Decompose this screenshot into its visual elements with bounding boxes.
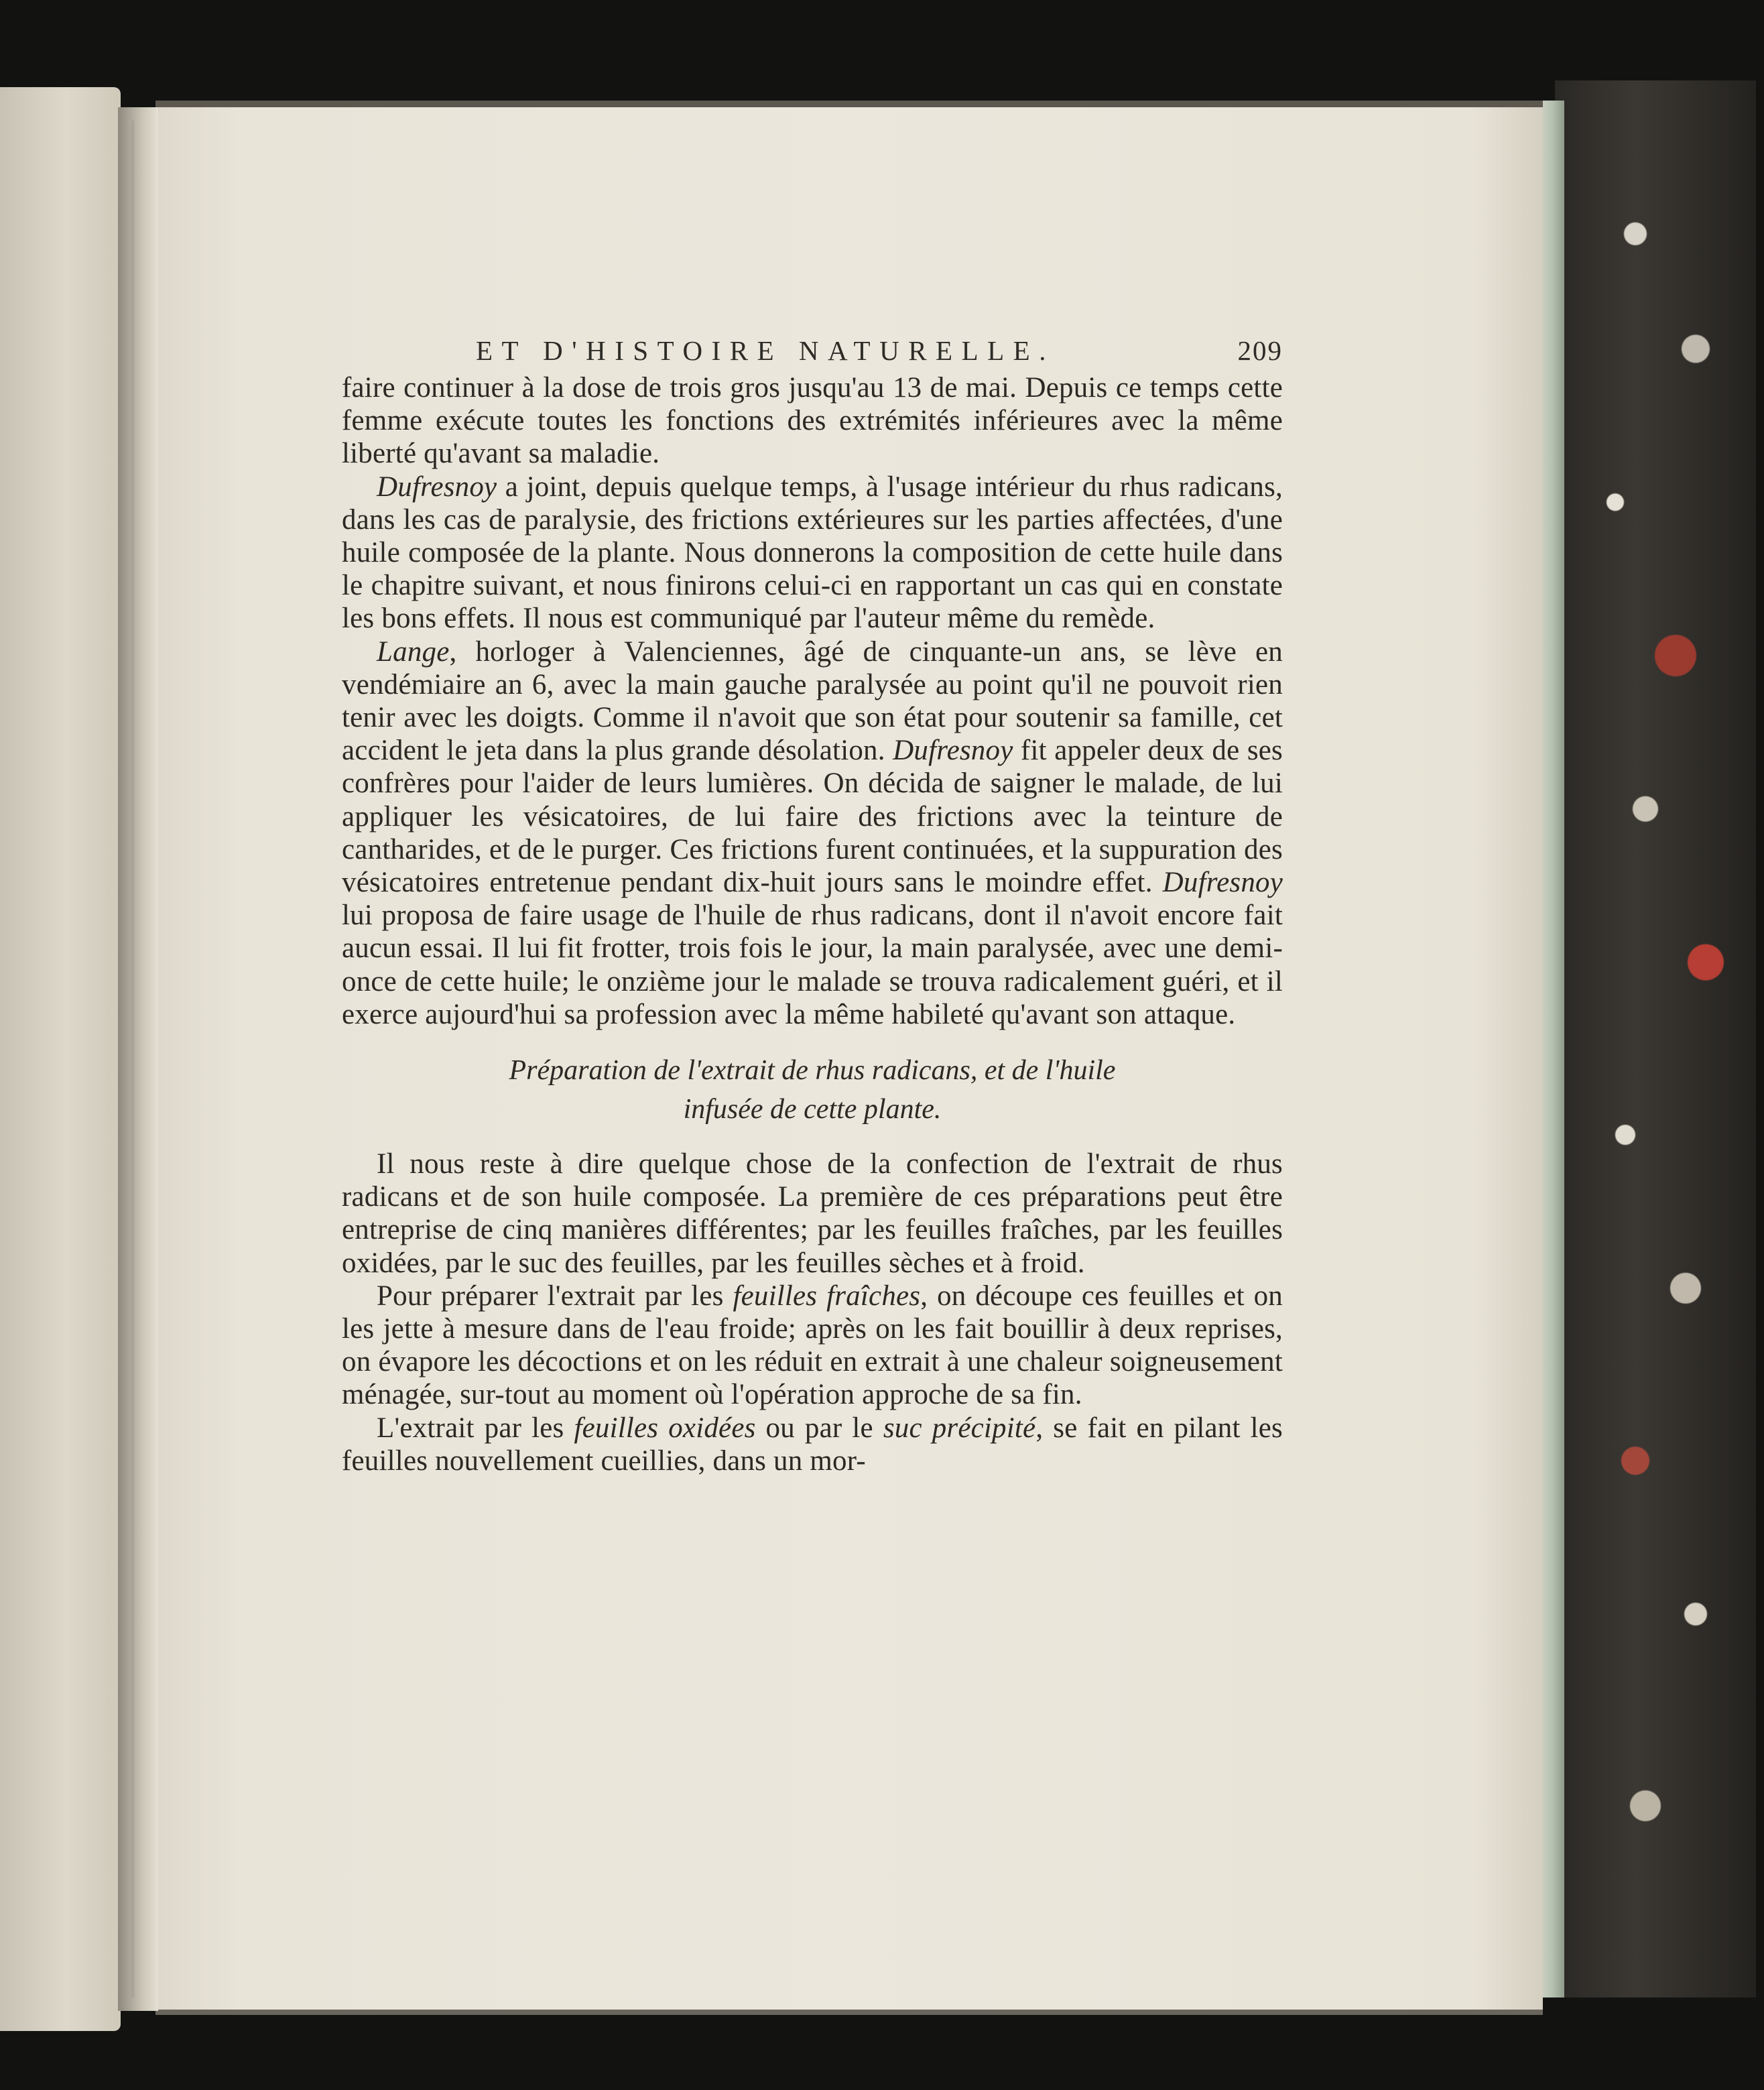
text-block bbox=[342, 330, 1283, 1477]
text-run: feuilles oxidées bbox=[574, 1412, 756, 1444]
text-run: , horloger à Valenciennes, âgé de cinquante-un ans, se lève en vendémiaire an 6, avec la main gauche paralysée au point qu'il ne pouvoit rien tenir avec les doigts. Comme il n'avoit que son état pour soutenir sa famille, cet accident le jeta dans la plus grande désolation. bbox=[342, 635, 1283, 767]
text-run: faire continuer à la dose de trois gros jusqu'au 13 de mai. Depuis ce temps cette femme exécute toutes les fonctions des extrémités inférieures avec la même liberté qu'avant sa maladie. bbox=[342, 372, 1283, 470]
running-head bbox=[342, 330, 1283, 371]
gutter-shadow bbox=[118, 107, 158, 2011]
text-run: fit appeler deux de ses confrères pour l'aider de leurs lumières. On décida de saigner le malade, de lui appliquer les vésicatoires, de lui faire des frictions avec la teinture de cantharides, et de le purger. Ces frictions furent continuées, et la suppuration des vésicatoires entretenue pendant dix-huit jours sans le moindre effet. bbox=[342, 735, 1283, 899]
paragraph-6 bbox=[342, 1412, 1283, 1477]
text-run: Dufresnoy bbox=[1162, 867, 1283, 899]
text-run: L'extrait par les bbox=[377, 1412, 574, 1444]
section-heading bbox=[342, 1051, 1283, 1129]
text-run: Il nous reste à dire quelque chose de la confection de l'extrait de rhus radicans et de son huile composée. La première de ces préparations peut être entreprise de cinq manières différentes; par les feuilles fraîches, par les feuilles oxidées, par le suc des feuilles, par les feuilles sèches et à froid. bbox=[342, 1148, 1283, 1279]
text-run: Lange bbox=[377, 635, 450, 668]
paragraph-2 bbox=[342, 471, 1283, 635]
paragraph-5 bbox=[342, 1280, 1283, 1412]
section-heading-line-1: Préparation de l'extrait de rhus radicans, et de l'huile bbox=[509, 1055, 1116, 1087]
text-run: a joint, depuis quelque temps, à l'usage intérieur du rhus radicans, dans les cas de paralysie, des frictions extérieures sur les parties affectées, d'une huile composée de la plante. Nous donnerons la composition de cette huile dans le chapitre suivant, et nous finirons celui-ci en rapportant un cas qui en constate les bons effets. Il nous est communiqué par l'auteur même du remède. bbox=[342, 471, 1283, 635]
text-run: Pour préparer l'extrait par les bbox=[377, 1280, 733, 1312]
running-head-title: ET D'HISTOIRE NATURELLE. bbox=[476, 335, 1055, 366]
text-run: Dufresnoy bbox=[377, 471, 497, 503]
text-run: lui proposa de faire usage de l'huile de rhus radicans, dont il n'avoit encore fait aucun essai. Il lui fit frotter, trois fois le jour, la main paralysée, avec une demi-once de cette huile; le onzième jour le malade se trouva radicalement guéri, et il exerce aujourd'hui sa profession avec la même habileté qu'avant son attaque. bbox=[342, 900, 1283, 1030]
section-heading-line-2: infusée de cette plante. bbox=[683, 1094, 942, 1125]
left-page-edge bbox=[0, 87, 121, 2031]
text-run: feuilles fraîches bbox=[733, 1280, 921, 1312]
text-run: , se fait en pilant les feuilles nouvellement cueillies, dans un mor- bbox=[342, 1412, 1283, 1477]
marbled-cover-board bbox=[1555, 80, 1756, 1997]
text-run: ou par le bbox=[755, 1412, 883, 1444]
text-run: Dufresnoy bbox=[893, 735, 1013, 767]
text-run: , on découpe ces feuilles et on les jette à mesure dans de l'eau froide; après on les fait bouillir à deux reprises, on évapore les décoctions et on les réduit en extrait à une chaleur soigneusement ménagée, sur-tout au moment où l'opération approche de sa fin. bbox=[342, 1280, 1283, 1411]
paragraph-3 bbox=[342, 635, 1283, 1031]
gutter-line bbox=[131, 121, 134, 1997]
text-run: suc précipité bbox=[883, 1412, 1036, 1444]
paragraph-4 bbox=[342, 1148, 1283, 1280]
page-number: 209 bbox=[1237, 335, 1283, 366]
paragraph-1 bbox=[342, 371, 1283, 471]
